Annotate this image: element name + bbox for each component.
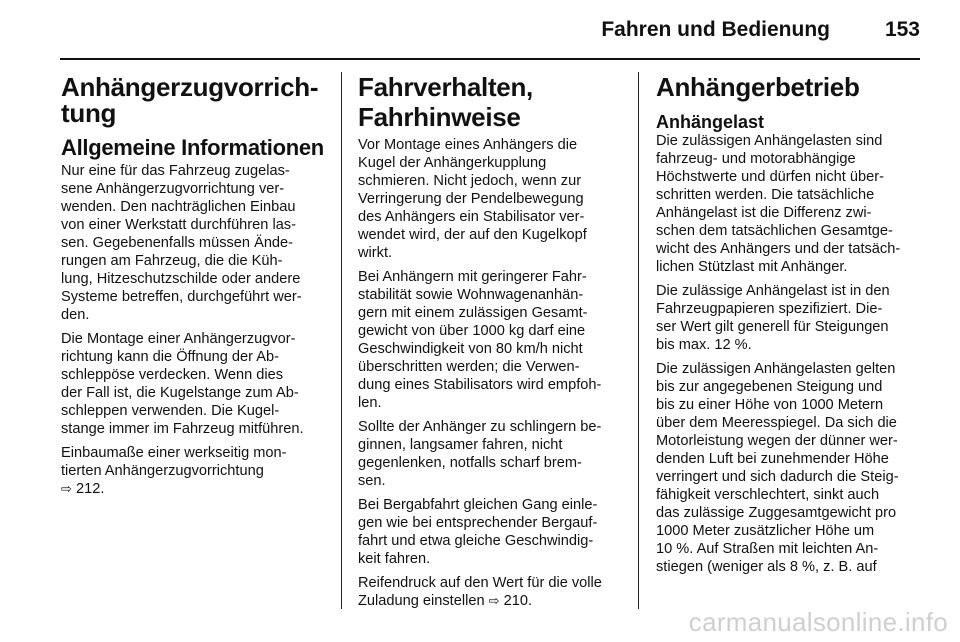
text-line: Reifendruck auf den Wert für die volle [358,575,602,591]
text-line: bis zur angegebenen Steigung und [656,379,883,395]
text-line: Motorleistung wegen der dünner wer- [656,433,898,449]
header-divider [60,58,920,60]
paragraph [656,282,920,354]
text-line: 1000 Meter zusätzlicher Höhe um [656,523,875,539]
text-line: wicht des Anhängers und der tatsäch- [656,241,901,257]
paragraph [358,136,622,262]
text-line: Bei Anhängern mit geringerer Fahr- [358,269,587,285]
text-line: gewicht von über 1000 kg darf eine [358,323,586,339]
paragraph-lines [358,574,622,592]
page-reference-number: 210. [503,593,533,609]
text-line: den. [61,307,90,323]
text-line: schmieren. Nicht jedoch, wenn zur [358,173,582,189]
title-line: Anhängerzugvorrich- [61,72,319,102]
text-line: stabilität sowie Wohnwagenanhän- [358,287,584,303]
page-reference[interactable] [61,480,325,499]
paragraph [358,574,622,611]
text-line: sene Anhängerzugvorrichtung ver- [61,181,285,197]
section-title-trailer-operation: Anhängerbetrieb [656,72,860,102]
text-line: wenden. Den nachträglichen Einbau [61,199,296,215]
text-line: wirkt. [358,245,393,261]
text-line: ser Wert gilt generell für Steigungen [656,319,889,335]
text-line: Kugel der Anhängerkupplung [358,155,547,171]
column-3 [656,72,920,582]
title-line: Fahrhinweise [358,102,521,132]
paragraph [358,268,622,412]
text-line: Verringerung der Pendelbewegung [358,191,584,207]
page-reference-arrow-icon: ⇨ [61,482,72,497]
paragraph [358,418,622,490]
text-line: ginnen, langsamer fahren, nicht [358,437,563,453]
text-line: schen dem tatsächlichen Gesamtge- [656,223,893,239]
column-divider-2 [638,72,639,609]
watermark: carmanualsonline.info [688,607,948,637]
text-line: das zulässige Zuggesamtgewicht pro [656,505,897,521]
paragraph [61,162,325,324]
text-line: Die zulässigen Anhängelasten sind [656,133,883,149]
text-line: fahrzeug- und motorabhängige [656,151,856,167]
title-line: tung [61,98,117,128]
text-line: stange immer im Fahrzeug mitführen. [61,421,304,437]
text-line: stiegen (weniger als 8 %, z. B. auf [656,559,877,575]
paragraph [358,496,622,568]
paragraph [656,360,920,576]
text-line: fahrt und etwa gleiche Geschwindig- [358,533,594,549]
text-line: lung, Hitzeschutzschilde oder andere [61,271,301,287]
title-line: Fahrverhalten, [358,72,533,102]
text-line: verringert und sich dadurch die Steig- [656,469,899,485]
text-line: Nur eine für das Fahrzeug zugelas- [61,163,290,179]
text-line: Die zulässigen Anhängelasten gelten [656,361,896,377]
text-line: bis zu einer Höhe von 1000 Metern [656,397,884,413]
text-line: tierten Anhängerzugvorrichtung [61,463,264,479]
text-line: schleppen verwenden. Die Kugel- [61,403,280,419]
text-line: fähigkeit verschlechtert, sinkt auch [656,487,880,503]
text-line: gen wie bei entsprechender Bergauf- [358,515,598,531]
text-line: len. [358,395,382,411]
text-line: 10 %. Auf Straßen mit leichten An- [656,541,879,557]
text-line: gern mit einem zulässigen Gesamt- [358,305,588,321]
text-line: Fahrzeugpapieren spezifiziert. Die- [656,301,883,317]
text-line: Anhängelast ist die Differenz zwi- [656,205,872,221]
page-header [60,18,920,48]
text-line: denden Luft bei zunehmender Höhe [656,451,889,467]
text-line: über dem Meeresspiegel. Da sich die [656,415,897,431]
text-line: des Anhängers ein Stabilisator ver- [358,209,585,225]
text-line: Geschwindigkeit von 80 km/h nicht [358,341,583,357]
subsection-title-trailer-load: Anhängelast [656,112,765,132]
page-reference-arrow-icon: ⇨ [488,594,500,609]
paragraph-text: Zuladung einstellen [358,593,485,609]
text-line: sen. Gegebenenfalls müssen Ände- [61,235,294,251]
text-line: Sollte der Anhänger zu schlingern be- [358,419,602,435]
paragraph-last-line [358,592,622,611]
text-line: Bei Bergabfahrt gleichen Gang einle- [358,497,598,513]
text-line: Die zulässige Anhängelast ist in den [656,283,890,299]
text-line: gegenlenken, notfalls scharf brem- [358,455,582,471]
text-line: wendet wird, der auf den Kugelkopf [358,227,587,243]
text-line: rungen am Fahrzeug, die die Küh- [61,253,283,269]
text-line: Vor Montage eines Anhängers die [358,137,578,153]
text-line: überschritten werden; die Verwen- [358,359,580,375]
page-reference-number: 212. [75,481,105,497]
text-line: der Fall ist, die Kugelstange zum Ab- [61,385,299,401]
column-2 [358,72,622,617]
paragraph [61,330,325,438]
text-line: Höchstwerte und dürfen nicht über- [656,169,884,185]
text-line: von einer Werkstatt durchführen las- [61,217,296,233]
text-line: bis max. 12 %. [656,337,752,353]
text-line: keit fahren. [358,551,431,567]
text-line: dung eines Stabilisators wird empfoh- [358,377,602,393]
section-title-driving-tips [358,74,622,130]
page-reference[interactable] [489,593,532,609]
text-line: schritten werden. Die tatsächliche [656,187,875,203]
header-title: Fahren und Bedienung [601,18,830,41]
paragraph [656,132,920,276]
text-line: richtung kann die Öffnung der Ab- [61,349,279,365]
subsection-title-general-info: Allgemeine Informationen [61,135,324,160]
text-line: schleppöse verdecken. Wenn dies [61,367,284,383]
paragraph-lines [61,444,325,480]
paragraph [61,444,325,499]
column-divider-1 [341,72,342,609]
section-title-towbar [61,74,325,126]
column-1 [61,72,325,505]
text-line: Einbaumaße einer werkseitig mon- [61,445,287,461]
text-line: lichen Stützlast mit Anhänger. [656,259,848,275]
text-line: Die Montage einer Anhängerzugvor- [61,331,296,347]
text-line: Systeme betreffen, durchgeführt wer- [61,289,302,305]
text-line: sen. [358,473,386,489]
page-number: 153 [884,18,920,41]
